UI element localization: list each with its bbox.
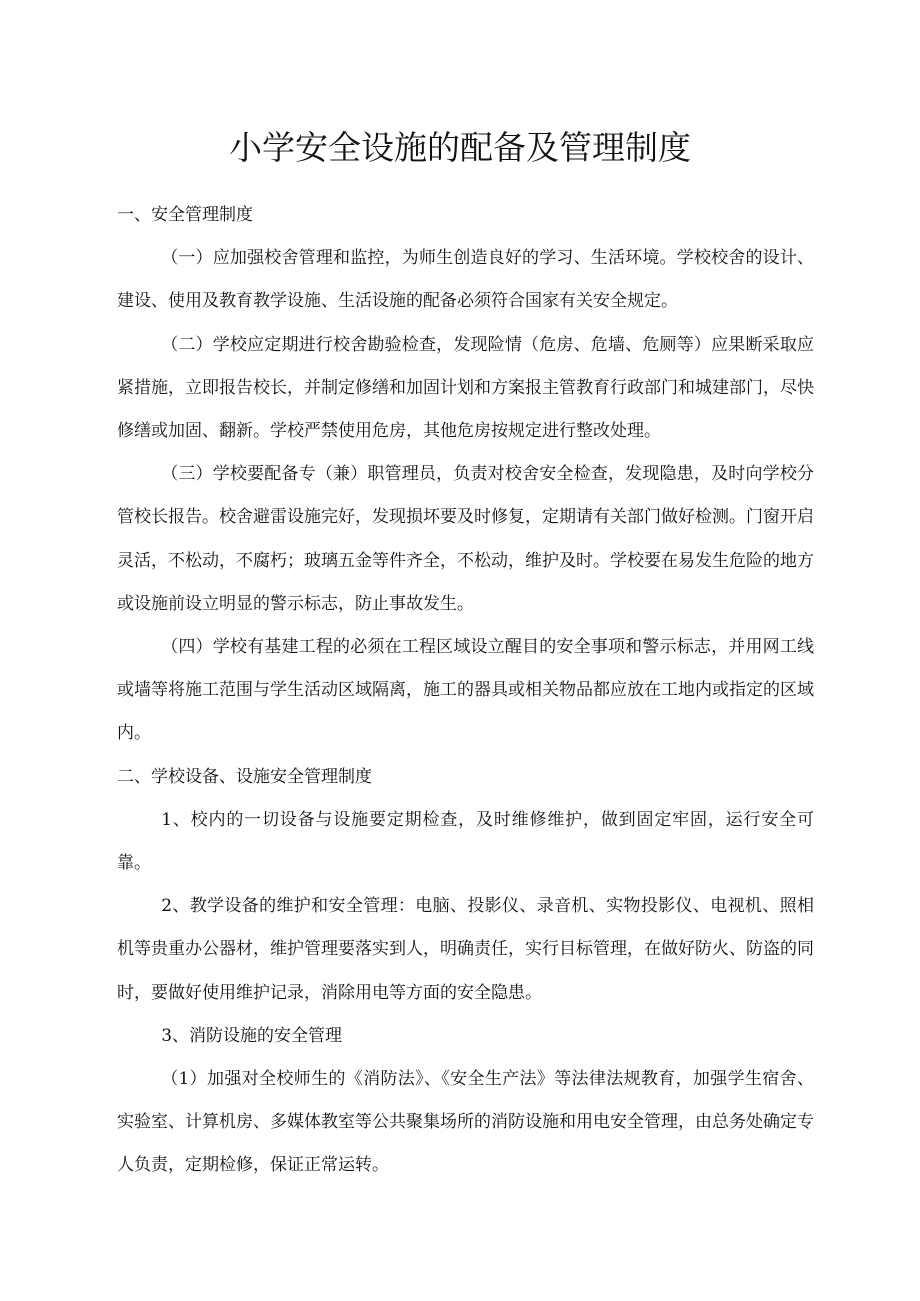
paragraph: （二）学校应定期进行校舍勘验检查，发现险情（危房、危墙、危厕等）应果断采取应紧措施，立即报告校长，并制定修缮和加固计划和方案报主管教育行政部门和城建部门，尽快修缮或加固、翻新。学校严禁使用危房，其他危房按规定进行整改处理。 [117,334,814,442]
paragraph: 1、校内的一切设备与设施要定期检查，及时维修维护，做到固定牢固，运行安全可靠。 [117,809,814,874]
paragraph: （四）学校有基建工程的必须在工程区域设立醒目的安全事项和警示标志，并用网工线或墙等将施工范围与学生活动区域隔离，施工的器具或相关物品都应放在工地内或指定的区域内。 [117,637,814,744]
section-heading-2: 二、学校设备、设施安全管理制度 [117,766,372,787]
subsection-heading: 3、消防设施的安全管理 [161,1025,343,1046]
paragraph: 2、教学设备的维护和安全管理：电脑、投影仪、录音机、实物投影仪、电视机、照相机等贵重办公器材，维护管理要落实到人，明确责任，实行目标管理，在做好防火、防盗的同时，要做好使用维护记录，消除用电等方面的安全隐患。 [117,896,814,1003]
paragraph: （三）学校要配备专（兼）职管理员，负责对校舍安全检查，发现隐患，及时向学校分管校长报告。校舍避雷设施完好，发现损坏要及时修复，定期请有关部门做好检测。门窗开启灵活，不松动，不腐朽；玻璃五金等件齐全，不松动，维护及时。学校要在易发生危险的地方或设施前设立明显的警示标志，防止事故发生。 [117,464,814,614]
paragraph: （一）应加强校舍管理和监控，为师生创造良好的学习、生活环境。学校校舍的设计、建设、使用及教育教学设施、生活设施的配备必须符合国家有关安全规定。 [117,248,814,312]
paragraph: （1）加强对全校师生的《消防法》、《安全生产法》等法律法规教育，加强学生宿舍、实验室、计算机房、多媒体教室等公共聚集场所的消防设施和用电安全管理，由总务处确定专人负责，定期检修，保证正常运转。 [117,1069,814,1176]
section-heading-1: 一、安全管理制度 [117,205,253,225]
document-body [117,194,814,1188]
document-title: 小学安全设施的配备及管理制度 [229,128,691,167]
